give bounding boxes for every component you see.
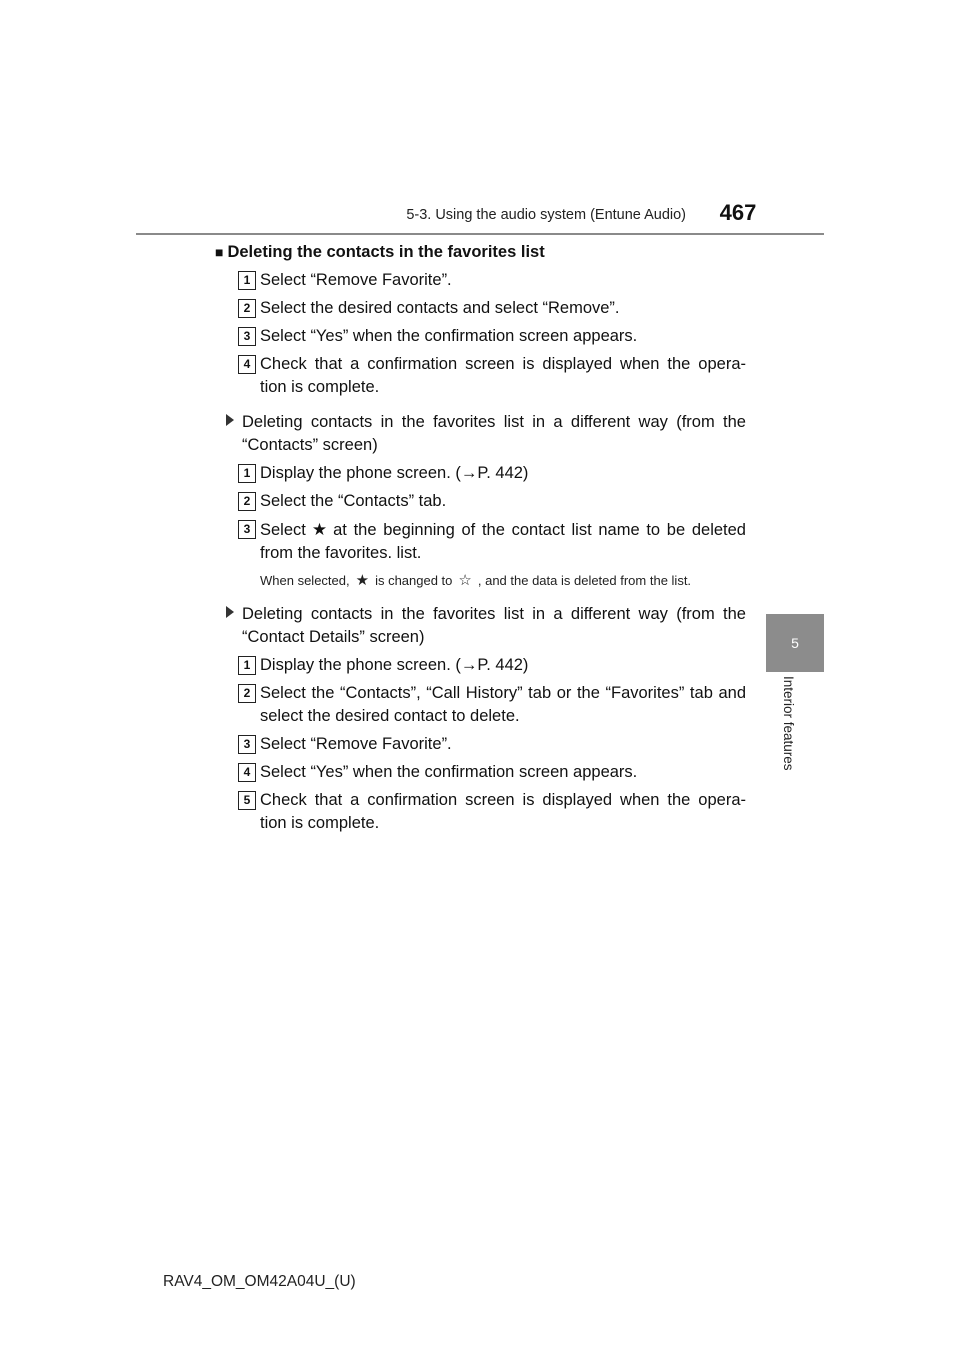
list-item: [212, 297, 746, 320]
subsection-heading-text: Deleting contacts in the favorites list in a different way (from the “Contact Details” screen): [242, 605, 746, 646]
page-content: [212, 241, 746, 840]
step-text: at the beginning of the contact list name to be deleted from the favorites. list.: [260, 521, 746, 562]
note-part: , and the data is deleted from the list.: [477, 573, 692, 588]
list-item: [212, 490, 746, 513]
step-number: 2: [238, 299, 256, 318]
list-item: [212, 353, 746, 399]
step-text: Select “Yes” when the confirmation screen appears.: [260, 327, 638, 345]
chapter-number: 5: [791, 635, 799, 651]
list-item: [212, 682, 746, 728]
step-text: Select the “Contacts” tab.: [260, 492, 447, 510]
triangle-bullet-icon: [226, 606, 234, 618]
step-number: 2: [238, 684, 256, 703]
step-text: Select: [260, 521, 306, 539]
list-item: [212, 654, 746, 677]
step-number: 1: [238, 656, 256, 675]
step-text: Check that a confirmation screen is displayed when the opera- tion is complete.: [260, 355, 746, 396]
list-item: [212, 761, 746, 784]
page-number: 467: [719, 200, 757, 225]
step-text: Select “Remove Favorite”.: [260, 271, 452, 289]
step-text: Display the phone screen. (→P. 442): [260, 656, 529, 674]
note-text: [212, 570, 746, 591]
square-bullet-icon: ■: [215, 244, 224, 260]
list-item: [212, 269, 746, 292]
step-number: 4: [238, 355, 256, 374]
subsection-heading: [212, 411, 746, 457]
list-item: [212, 789, 746, 835]
filled-star-icon: ★: [311, 520, 328, 539]
subsection-heading-text: Deleting contacts in the favorites list in a different way (from the “Contacts” screen): [242, 413, 746, 454]
section-title: 5-3. Using the audio system (Entune Audio): [406, 207, 686, 223]
note-part: is changed to: [375, 573, 453, 588]
step-text: Select “Yes” when the confirmation screen appears.: [260, 763, 638, 781]
step-text: Display the phone screen. (→P. 442): [260, 464, 529, 482]
step-number: 4: [238, 763, 256, 782]
subsection-heading: [212, 603, 746, 649]
document-code: RAV4_OM_OM42A04U_(U): [163, 1273, 356, 1290]
section-heading: [215, 241, 746, 264]
outline-star-icon: ☆: [458, 572, 472, 589]
header-divider: [136, 233, 824, 235]
chapter-tab: [766, 614, 824, 672]
step-number: 1: [238, 464, 256, 483]
note-part: When selected,: [260, 573, 350, 588]
step-text: Select “Remove Favorite”.: [260, 735, 452, 753]
step-number: 3: [238, 327, 256, 346]
list-item: [212, 518, 746, 565]
list-item: [212, 325, 746, 348]
step-number: 2: [238, 492, 256, 511]
triangle-bullet-icon: [226, 414, 234, 426]
step-text: Check that a confirmation screen is displayed when the opera- tion is complete.: [260, 791, 746, 832]
list-item: [212, 462, 746, 485]
step-text: Select the “Contacts”, “Call History” tab or the “Favorites” tab and select the desired contact to delete.: [260, 684, 746, 725]
section-heading-text: Deleting the contacts in the favorites list: [227, 243, 545, 261]
list-item: [212, 733, 746, 756]
step-number: 3: [238, 735, 256, 754]
chapter-label: Interior features: [781, 676, 796, 771]
filled-star-icon: ★: [355, 572, 370, 589]
step-text: Select the desired contacts and select “Remove”.: [260, 299, 620, 317]
step-number: 3: [238, 520, 256, 539]
step-number: 5: [238, 791, 256, 810]
step-number: 1: [238, 271, 256, 290]
